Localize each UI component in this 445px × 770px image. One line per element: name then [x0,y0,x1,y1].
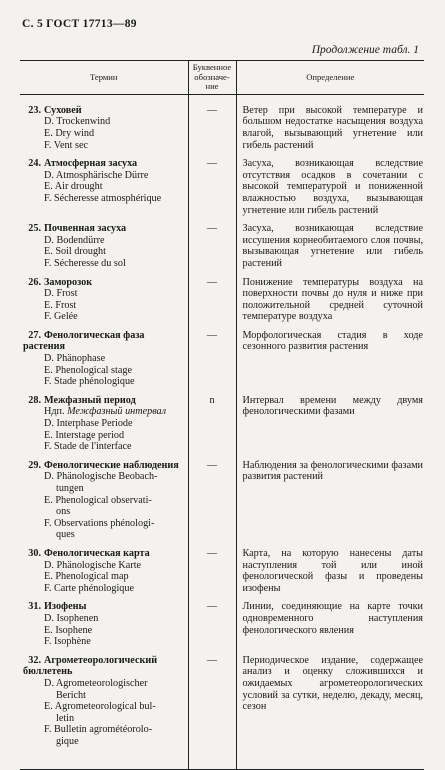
symbol-cell: — [188,94,236,153]
term-translation: E. Interstage period [44,429,125,441]
definition-cell: Периодическое издание, содержащее анализ и оценку сложившихся и ожидаемых агрометеорологических условий за сутки, неделю, декаду, месяц, сезон [236,650,424,770]
term-deprecated [23,406,185,418]
term-heading [23,105,185,117]
symbol-cell: — [188,455,236,543]
term-translation: D. Isophenen [44,612,99,624]
column-header-symbol: Буквенное обозначе-ние [188,61,236,95]
term-translation: D. Bodendürre [44,234,105,246]
symbol-cell: — [188,650,236,770]
term-russian: Фенологическая карта [44,547,150,559]
symbol-cell: — [188,218,236,271]
term-number: 26. [28,276,41,288]
term-translation: D. Agrometeorologischer [44,677,148,689]
term-translation: D. Interphase Periode [44,418,133,430]
term-cell [20,272,188,325]
term-translation: F. Sécheresse atmosphérique [44,192,162,204]
term-number: 25. [28,223,41,235]
symbol-cell: — [188,325,236,390]
term-translation: E. Phenological stage [44,364,132,376]
table-row [20,390,424,455]
term-heading [23,601,185,613]
definition-cell: Карта, на которую нанесены даты наступления той или иной фенологической фазы и проведены изофены [242,547,423,594]
symbol-cell: — [188,543,236,596]
table-row [20,650,424,770]
term-translation: D. Phänophase [44,353,106,365]
table-row [20,153,424,218]
column-header-term: Термин [20,61,188,95]
term-translation: F. Gelée [44,311,78,323]
definition-cell: Ветер при высокой температуре и большом недостатке насыщения воздуха влагой, вызывающий угнетение или гибель растений [242,104,423,151]
table-row [20,325,424,390]
table-row [20,272,424,325]
term-translation: tungen [56,483,84,494]
term-translation: E. Phenological observati- [44,494,152,506]
definition-cell: Морфологическая стадия в ходе сезонного развития растения [242,329,423,353]
deprecated-term: Межфазный интервал [67,406,167,418]
table-row [20,455,424,543]
term-cell [20,218,188,271]
term-translation: E. Agrometeorological bul- [44,701,156,713]
term-heading [23,223,185,235]
term-heading [23,158,185,170]
table-row [20,596,424,649]
term-russian: Изофены [44,601,87,613]
term-cell [20,455,188,543]
term-translation: F. Stade de l'interface [44,441,132,453]
terms-table [20,60,424,770]
term-russian: Агрометеорологический бюллетень [23,654,158,678]
term-translation: F. Observations phénologi- [44,517,155,529]
term-translation: D. Phänologische Karte [44,559,142,571]
term-translation: F. Vent sec [44,139,88,151]
term-cell [20,153,188,218]
term-russian: Суховей [44,104,82,116]
symbol-cell: — [188,272,236,325]
term-translation: E. Frost [44,299,77,311]
term-russian: Фенологические наблюдения [44,459,179,471]
term-cell [20,543,188,596]
table-continuation-label: Продолжение табл. 1 [311,44,419,56]
definition-cell: Засуха, возникающая вследствие отсутствия осадков в сочетании с высокой температурой и пониженной влажностью воздуха, вызывающая угнетение или гибель растений [242,158,423,216]
term-number: 27. [28,329,41,341]
term-number: 24. [28,158,41,170]
definition-cell: Интервал времени между двумя фенологическими фазами [242,394,423,418]
term-translation: Bericht [56,689,86,701]
term-russian: Атмосферная засуха [44,158,138,170]
symbol-cell: — [188,596,236,649]
term-translation: E. Soil drought [44,246,106,258]
term-number: 30. [28,547,41,559]
term-cell [20,390,188,455]
deprecated-label: Ндп. [44,406,65,418]
term-translation: D. Phänologische Beobach- [44,471,158,483]
term-translation: E. Isophene [44,624,93,636]
term-cell [20,650,188,770]
term-translation: gique [56,735,79,747]
term-russian: Почвенная засуха [44,223,127,235]
term-translation: E. Dry wind [44,127,95,139]
term-cell [20,325,188,390]
term-heading [23,548,185,560]
term-russian: Межфазный период [44,394,136,406]
definition-cell: Наблюдения за фенологическими фазами развития растений [242,459,423,483]
definition-cell: Засуха, возникающая вследствие иссушения корнеобитаемого слоя почвы, вызывающая угнетение или гибель растений [242,223,423,269]
term-translation: D. Trockenwind [44,116,111,128]
term-heading [23,395,185,407]
term-heading [23,277,185,289]
term-translation: E. Phenological map [44,571,129,583]
symbol-cell: n [188,390,236,455]
term-heading [23,460,185,472]
term-russian: Заморозок [44,276,93,288]
term-russian: Фенологическая фаза растения [23,329,145,353]
definition-cell: Линии, соединяющие на карте точки одновременного наступления фенологического явления [242,601,423,636]
term-translation: letin [56,712,75,724]
term-translation: D. Atmosphärische Dürre [44,169,149,181]
term-translation: D. Frost [44,288,78,300]
term-number: 32. [28,654,41,666]
term-translation: E. Air drought [44,181,103,193]
table-row [20,94,424,153]
page-header-standard: С. 5 ГОСТ 17713—89 [22,18,137,30]
term-number: 23. [28,104,41,116]
term-translation: ques [56,529,75,541]
table-row [20,218,424,271]
definition-cell: Понижение температуры воздуха на поверхности почвы до нуля и ниже при положительной средней суточной температуре воздуха [242,276,423,323]
term-cell [20,596,188,649]
term-cell [20,94,188,153]
term-number: 29. [28,459,41,471]
table-row [20,543,424,596]
term-heading [23,330,185,353]
term-heading [23,655,185,678]
term-translation: F. Carte phénologique [44,582,135,594]
term-translation: F. Bulletin agrométéorolo- [44,724,153,736]
symbol-cell: — [188,153,236,218]
term-number: 28. [28,394,41,406]
term-translation: F. Stade phénologique [44,376,135,388]
term-translation: F. Isophène [44,636,91,648]
term-translation: F. Sécheresse du sol [44,257,126,269]
term-translation: ons [56,506,71,518]
column-header-definition: Определение [236,61,424,95]
term-number: 31. [28,601,41,613]
